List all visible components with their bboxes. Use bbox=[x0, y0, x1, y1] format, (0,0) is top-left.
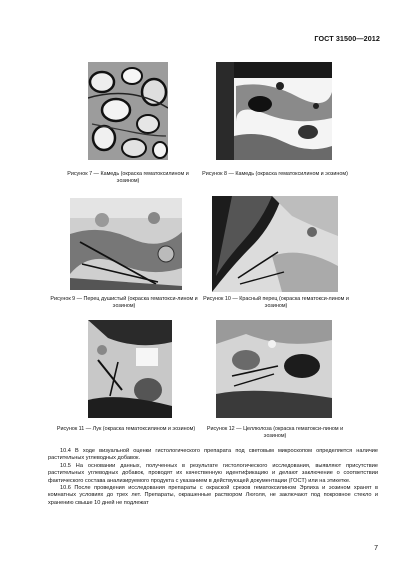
micrograph-figure-8 bbox=[216, 62, 332, 160]
standard-header: ГОСТ 31500—2012 bbox=[314, 34, 380, 43]
micrograph-figure-7 bbox=[88, 62, 168, 160]
caption-figure-7: Рисунок 7 — Камедь (окраска гематоксилином и эозином) bbox=[67, 171, 189, 184]
micrograph-figure-11 bbox=[88, 320, 172, 418]
body-text bbox=[48, 448, 378, 507]
paragraph-10-5: 10.5 На основании данных, полученных в результате гистологического исследования, выявляют присутствие растительных углеводных добавок, проводят их качественную идентификацию и делают заключение о соответствии фактического состава анализируемого продукта с указанием в действующей документации (ГОСТ) или на этикетке. bbox=[48, 462, 378, 484]
caption-figure-12: Рисунок 12 — Целлюлоза (окраска гематокси-лином и эозином) bbox=[206, 426, 344, 439]
caption-figure-9: Рисунок 9 — Перец душистый (окраска гематокси-лином и эозином) bbox=[50, 296, 198, 309]
caption-figure-8: Рисунок 8 — Камедь (окраска гематоксилином и эозином) bbox=[202, 171, 348, 177]
paragraph-10-4: 10.4 В ходе визуальной оценки гистологического препарата под световым микроскопом определяется наличие растительных углеводных добавок. bbox=[48, 448, 378, 462]
micrograph-figure-9 bbox=[70, 198, 182, 290]
page-number: 7 bbox=[374, 545, 378, 552]
paragraph-10-6: 10.6 После проведения исследования препараты с окраской срезов гематоксилином Эрлиха и эозином хранят в комнатных условиях до трех лет. Препараты, окрашенные раствором Люголя, не заключают под покровное стекло и хранению свыше 10 дней не подлежат bbox=[48, 485, 378, 506]
caption-figure-10: Рисунок 10 — Красный перец (окраска гематокси-лином и эозином) bbox=[203, 296, 349, 309]
micrograph-figure-12 bbox=[216, 320, 332, 418]
caption-figure-11: Рисунок 11 — Лук (окраска гематоксилином и эозином) bbox=[56, 426, 196, 432]
micrograph-figure-10 bbox=[212, 196, 338, 292]
